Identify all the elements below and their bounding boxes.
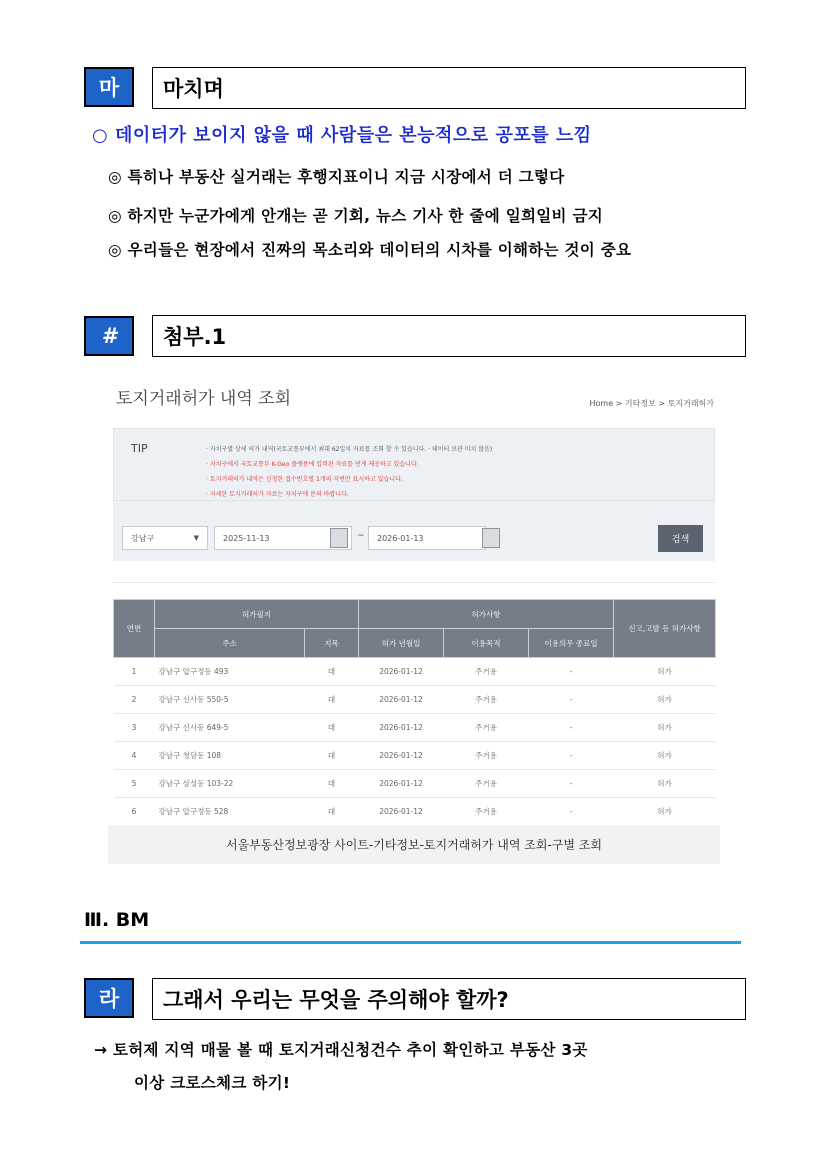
cell-purpose: 주거용 [444,742,529,770]
table-row [114,686,716,714]
cell-purpose: 주거용 [444,770,529,798]
date-from-value: 2025-11-13 [223,533,270,543]
cell-purpose: 주거용 [444,686,529,714]
cell-date: 2026-01-12 [359,770,444,798]
cell-date: 2026-01-12 [359,686,444,714]
cell-category: 대 [305,714,359,742]
cell-address: 강남구 청담동 108 [155,742,305,770]
cell-category: 대 [305,742,359,770]
cell-no: 3 [114,714,155,742]
tip-line-1: · 자치구별 상세 허가 내역(국토교통부에서 최대 62일치 자료를 조회 할 수 있습니다. · 데이터 보관 미치 않음) [206,446,493,453]
date-separator: ~ [357,531,365,541]
bullet-2: ◎ 하지만 누군가에게 안개는 곧 기회, 뉴스 기사 한 줄에 일희일비 금지 [108,207,604,225]
cell-address: 강남구 신사동 649-5 [155,714,305,742]
lead-sentence: ○ 데이터가 보이지 않을 때 사람들은 본능적으로 공포를 느낌 [92,125,592,146]
section-tag-hash: # [84,316,134,356]
cell-no: 5 [114,770,155,798]
cell-address: 강남구 삼성동 103-22 [155,770,305,798]
cell-date: 2026-01-12 [359,798,444,826]
cell-category: 대 [305,798,359,826]
cell-duty-end: - [529,658,614,686]
attachment-page-title: 토지거래허가 내역 조회 [116,389,292,409]
cell-address: 강남구 압구정동 493 [155,658,305,686]
cell-duty-end: - [529,770,614,798]
cell-address: 강남구 신사동 550-5 [155,686,305,714]
tip-line-4: · 자세한 토지거래허가 자료는 자치구에 문의 바랍니다. [206,491,349,498]
tip-box [113,428,715,501]
cell-category: 대 [305,686,359,714]
cell-address: 강남구 압구정동 528 [155,798,305,826]
cell-purpose: 주거용 [444,714,529,742]
calendar-icon[interactable] [330,528,348,548]
cell-duty-end: - [529,686,614,714]
header-report: 신고,고발 등 허가사항 [614,600,716,658]
cell-duty-end: - [529,714,614,742]
tip-line-3: · 토지거래허가 내역은 신청한 접수번호별 1개의 지번만 표시하고 있습니다. [206,476,403,483]
bullet-3: ◎ 우리들은 현장에서 진짜의 목소리와 데이터의 시차를 이해하는 것이 중요 [108,241,632,259]
table-row [114,658,716,686]
cell-status: 허가 [614,658,716,686]
chevron-down-icon: ▼ [193,534,199,542]
header-address: 주소 [155,629,305,658]
section-title-caution: 그래서 우리는 무엇을 주의해야 할까? [152,978,746,1020]
bm-rule [80,941,741,944]
cell-date: 2026-01-12 [359,658,444,686]
date-to-value: 2026-01-13 [377,533,424,543]
cell-date: 2026-01-12 [359,742,444,770]
search-button[interactable]: 검색 [658,525,703,552]
district-select-value: 강남구 [131,533,155,543]
conclusion-line-1: → 토허제 지역 매물 볼 때 토지거래신청건수 추이 확인하고 부동산 3곳 [94,1041,588,1059]
cell-status: 허가 [614,770,716,798]
cell-purpose: 주거용 [444,658,529,686]
cell-no: 2 [114,686,155,714]
cell-category: 대 [305,658,359,686]
permit-table [113,599,716,826]
district-select[interactable] [122,526,208,550]
breadcrumb: Home > 기타정보 > 토지거래허가 [589,399,714,408]
cell-date: 2026-01-12 [359,714,444,742]
cell-duty-end: - [529,798,614,826]
header-permit: 허가사항 [359,600,614,629]
section-title-attachment: 첨부.1 [152,315,746,357]
cell-no: 1 [114,658,155,686]
table-row [114,742,716,770]
cell-status: 허가 [614,798,716,826]
calendar-icon[interactable] [482,528,500,548]
cell-no: 4 [114,742,155,770]
table-row [114,798,716,826]
cell-status: 허가 [614,742,716,770]
cell-status: 허가 [614,686,716,714]
cell-no: 6 [114,798,155,826]
section-title-closing: 마치며 [152,67,746,109]
conclusion-text [94,1034,588,1100]
cell-duty-end: - [529,742,614,770]
header-seq: 연번 [114,600,155,658]
section-tag-ra: 라 [84,978,134,1018]
attachment-caption: 서울부동산정보광장 사이트-기타정보-토지거래허가 내역 조회-구별 조회 [108,825,720,864]
header-land: 허가필지 [155,600,359,629]
header-purpose: 이용목적 [444,629,529,658]
cell-purpose: 주거용 [444,798,529,826]
date-to-input[interactable] [368,526,486,550]
header-duty-end: 이용의무 종료일 [529,629,614,658]
table-row [114,714,716,742]
bullet-1: ◎ 특히나 부동산 실거래는 후행지표이니 지금 시장에서 더 그렇다 [108,168,565,186]
header-date: 허가 년월일 [359,629,444,658]
divider [113,582,715,583]
cell-category: 대 [305,770,359,798]
section-tag-ma: 마 [84,67,134,107]
tip-label: TIP [131,442,148,455]
cell-status: 허가 [614,714,716,742]
attachment-screenshot [108,376,720,864]
bm-heading: Ⅲ. BM [84,909,150,931]
header-category: 지목 [305,629,359,658]
conclusion-line-2: 이상 크로스체크 하기! [134,1074,291,1092]
table-row [114,770,716,798]
tip-line-2: · 자치구에서 국토교통부 K-Geo 플랫폼에 입력된 자료를 연계 제공하고 있습니다. [206,461,419,468]
